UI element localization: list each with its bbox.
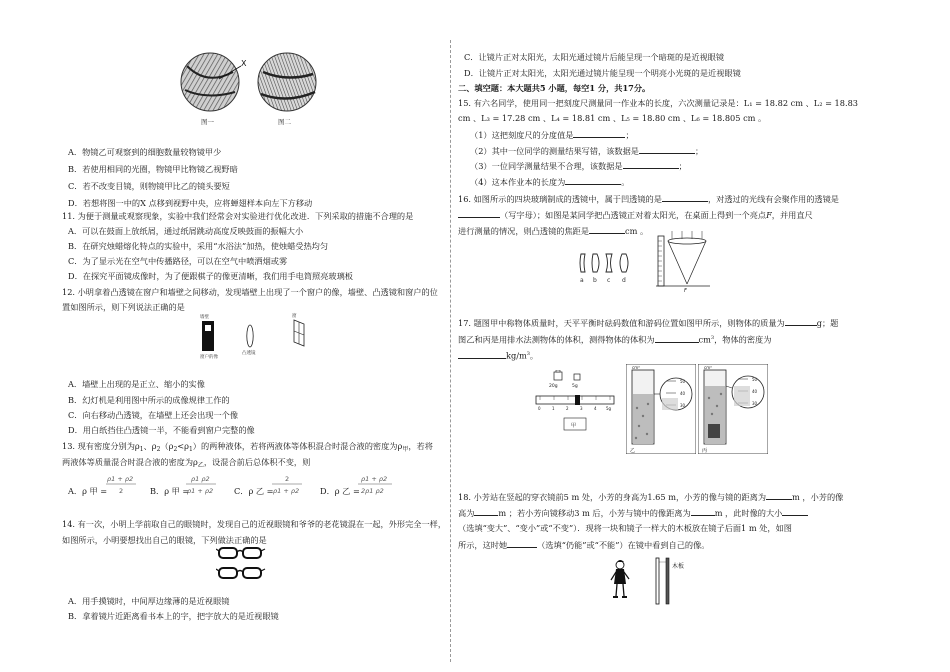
lens-c-label: c	[607, 277, 611, 284]
q15-part2: （2）其中一位同学的测量结果写错，该数据是 ；	[470, 146, 704, 156]
glasses-figure	[216, 544, 266, 584]
view-circle-1	[181, 53, 239, 111]
view-circle-2	[258, 53, 316, 111]
svg-text:4: 4	[594, 406, 597, 411]
lens-a-label: a	[580, 277, 584, 284]
cyl-yi-unit: cm³	[632, 365, 640, 370]
svg-text:1: 1	[552, 406, 555, 411]
q18-stem-line1: 18. 小芳站在竖起的穿衣镜前5 m 处，小芳的身高为1.65 m，小芳的像与镜的距离为 m ，小芳的像	[458, 492, 844, 502]
mirror-board-figure	[608, 556, 698, 608]
q18-blank-2[interactable]	[474, 506, 498, 516]
balance-weights-figure	[534, 370, 618, 432]
svg-text:ρ1 + ρ2: ρ1 + ρ2	[361, 475, 388, 483]
svg-text:2: 2	[566, 406, 569, 411]
q12-option-b: B．幻灯机是利用图中所示的成像规律工作的	[68, 395, 230, 405]
cylinder-yi-figure	[626, 364, 696, 454]
girl-body	[614, 569, 626, 584]
q11-stem: 11. 为便于测量或观察现象，实验中我们经常会对实验进行优化改进．下列采取的措施不合理的是	[62, 211, 414, 221]
focal-length-figure	[654, 230, 712, 292]
svg-text:5g: 5g	[606, 406, 612, 411]
q18-stem-line2: 高为 m ；若小芳向镜移动3 m 后，小芳与镜中的像距离为 m ，此时像的大小	[458, 506, 808, 520]
fig-bing-label: 丙	[702, 448, 708, 454]
q14-option-d: D．让镜片正对太阳光，太阳光通过镜片能呈现一个明亮小光斑的是近视眼镜	[464, 68, 741, 78]
q11-option-a: A．可以在鼓面上放纸屑，通过纸屑跳动高度反映鼓面的振幅大小	[68, 226, 304, 236]
q15-blank-2[interactable]	[639, 144, 695, 154]
q15-stem-line2: cm 、L₃ = 17.28 cm 、L₄ = 18.81 cm 、L₅ = 18.80 cm 、L₆ = 18.805 cm 。	[458, 113, 767, 123]
board-label: 木板	[672, 563, 685, 570]
q18-stem-line4: 所示，这时她 （选填“仍能”或“不能”）在镜中看到自己的像。	[458, 540, 710, 550]
q15-part4: （4）这本作业本的长度为 。	[470, 177, 630, 187]
svg-text:ρ1 + ρ2: ρ1 + ρ2	[187, 487, 214, 495]
q14-stem-line1: 14. 有一次，小明上学前取自己的眼镜时，发现自己的近视眼镜和爷爷的老花镜混在一起，外形完全一样，	[62, 519, 447, 529]
q16-stem-line1: 16. 如图所示的四块玻璃制成的透镜中，属于凹透镜的是 ，对透过的光线有会聚作用的透镜是	[458, 194, 839, 204]
q15-blank-3[interactable]	[623, 159, 679, 169]
weight-5g: 5g	[572, 384, 578, 389]
svg-text:2: 2	[119, 487, 124, 495]
q13-stem-line2: 两液体等质量混合时混合液的密度为$\rho_乙$，设混合前后总体积不变，则	[62, 457, 311, 469]
svg-text:50: 50	[680, 379, 686, 384]
q16-stem-line3: 进行测量的情况，则凸透镜的焦距是 cm 。	[458, 226, 649, 236]
q17-blank-2[interactable]	[655, 333, 699, 343]
q15-part3: （3）一位同学测量结果不合理，该数据是 ；	[470, 161, 687, 171]
q17-stem-line3: $kg/m^3$。	[458, 348, 538, 363]
q12-stem-line1: 12. 小明拿着凸透镜在窗户和墙壁之间移动，发现墙壁上出现了一个窗户的像，墙壁、凸透镜和窗户的位	[62, 287, 438, 297]
svg-text:50: 50	[752, 377, 758, 382]
focus-f-label: F	[684, 288, 687, 292]
four-lenses-figure	[578, 250, 638, 286]
q12-option-d: D．用白纸挡住凸透镜一半，不能看到窗户完整的像	[68, 425, 255, 435]
q18-blank-5[interactable]	[507, 538, 537, 548]
fig-label-2: 图二	[278, 118, 291, 126]
q11-option-d: D．在探究平面镜成像时，为了便跟棋子的像更清晰，我们用手电筒照亮玻璃板	[68, 271, 353, 281]
svg-text:ρ1 + ρ2: ρ1 + ρ2	[107, 475, 134, 483]
q10-option-b: B．若使用相同的光圈，物镜甲比物镜乙视野暗	[68, 164, 238, 174]
q17-blank-1[interactable]	[785, 316, 817, 326]
fig-yi-label: 乙	[630, 448, 636, 454]
fig-jia-label: 甲	[571, 423, 577, 429]
q13-fraction-d	[356, 473, 394, 497]
svg-text:40: 40	[680, 391, 686, 396]
q15-blank-1[interactable]	[573, 128, 625, 138]
wall-label: 墙壁	[200, 315, 209, 320]
mirror-shape	[656, 558, 659, 604]
q15-part1: （1）这把刻度尺的分度值是 ；	[470, 130, 634, 140]
board-shape	[666, 558, 669, 604]
svg-text:ρ1 + ρ2: ρ1 + ρ2	[273, 487, 300, 495]
svg-text:ρ1 ρ2: ρ1 ρ2	[191, 475, 210, 483]
q11-option-b: B．在研究烛蜡熔化特点的实验中，采用“水浴法”加热，使烛蜡受热均匀	[68, 241, 329, 251]
lens-wall-window-figure	[200, 312, 320, 360]
q12-option-c: C．向右移动凸透镜，在墙壁上还会出现一个像	[68, 410, 239, 420]
q12-option-a: A．墙壁上出现的是正立、缩小的实像	[68, 379, 205, 389]
q13-option-a: A．ρ 甲 =	[68, 486, 108, 496]
q16-blank-3[interactable]	[589, 224, 625, 234]
q18-blank-1[interactable]	[766, 490, 792, 500]
weight-20g: 20g	[549, 384, 558, 389]
q13-fraction-a	[104, 473, 138, 497]
girl-head	[616, 561, 624, 569]
section-fill-in-heading: 二、填空题：本大题共5 小题，每空1 分，共17分。	[458, 83, 651, 93]
q14-option-a: A．用手摸镜时，中间厚边缘薄的是近视眼镜	[68, 596, 230, 606]
q13-option-c: C．ρ 乙 =	[234, 486, 274, 496]
q17-stem-line1: 17. 题图甲中称物体质量时，天平平衡时砝码数值和游码位置如图甲所示，则物体的质量为 g；题	[458, 318, 839, 328]
q14-stem-line2: 如图所示，小明要想找出自己的眼镜，下列做法正确的是	[62, 535, 267, 545]
q10-option-a: A．物镜乙可观察到的细胞数量较物镜甲少	[68, 147, 222, 157]
q14-option-b: B．拿着镜片近距离看书本上的字，把字放大的是近视眼镜	[68, 611, 279, 621]
microscope-views-figure	[177, 52, 357, 128]
q15-stem-line1: 15. 有六名同学，使用同一把刻度尺测量同一作业本的长度，六次测量记录是：L₁ = 18.82 cm 、L₂ = 18.83	[458, 98, 859, 108]
q10-option-d: D．若想将图一中的X 点移到视野中央，应将蝉翅样本向左下方移动	[68, 198, 313, 208]
q18-blank-4[interactable]	[782, 506, 808, 516]
q14-option-c: C．让镜片正对太阳光，太阳光通过镜片后能呈现一个暗斑的是近视眼镜	[464, 52, 725, 62]
lens-label: 凸透镜	[242, 351, 256, 356]
svg-text:3: 3	[580, 406, 583, 411]
marker-x: X	[241, 59, 247, 68]
lens-d-label: d	[622, 277, 626, 284]
svg-text:40: 40	[752, 389, 758, 394]
lens-shape	[668, 238, 706, 244]
svg-text:0: 0	[538, 406, 541, 411]
svg-text:30: 30	[752, 401, 758, 406]
column-divider	[450, 40, 451, 662]
q18-blank-3[interactable]	[691, 506, 715, 516]
q17-stem-line2: 图乙和丙是用排水法测物体的体积，测得物体的体积为 $cm^3$，物体的密度为	[458, 334, 772, 345]
window-image-label: 窗户的像	[200, 355, 218, 360]
q12-stem-line2: 置如图所示，则下列说法正确的是	[62, 302, 185, 312]
svg-text:2: 2	[285, 475, 290, 483]
q16-blank-1[interactable]	[662, 192, 708, 202]
q13-stem-line1: 13. 现有密度分别为$\rho_1$、$\rho_2(\rho_2<\rho_1)$的两种液体，若将两液体等体积混合时混合液的密度为$\rho_甲$，若将	[62, 441, 433, 453]
q15-blank-4[interactable]	[565, 175, 621, 185]
lens-b-label: b	[593, 277, 597, 284]
window-label: 窗	[292, 314, 297, 319]
q13-fraction-b	[184, 473, 218, 497]
q16-blank-2[interactable]	[458, 208, 500, 218]
q17-blank-3[interactable]	[458, 349, 506, 359]
fig-label-1: 图一	[201, 118, 214, 126]
object-in-cylinder	[708, 424, 720, 438]
q18-stem-line3: （选填“变大”、“变小”或“不变”）．现将一块和镜子一样大的木板放在镜子后面1 m 处，如图	[458, 523, 792, 533]
cylinder-bing-figure	[698, 364, 768, 454]
q10-option-c: C．若不改变目镜，则物镜甲比乙的镜头要短	[68, 181, 230, 191]
convex-lens-shape	[247, 325, 253, 347]
q13-fraction-c	[270, 473, 304, 497]
rider	[575, 395, 580, 405]
q13-option-d: D．ρ 乙 =	[320, 486, 360, 496]
q16-stem-line2: （写字母）；如图是某同学把凸透镜正对着太阳光，在桌面上得到一个亮点F，并用直尺	[458, 208, 813, 222]
svg-text:2ρ1 ρ2: 2ρ1 ρ2	[361, 487, 384, 495]
cyl-bing-unit: cm³	[704, 365, 712, 370]
q13-option-b: B．ρ 甲 =	[150, 486, 190, 496]
q11-option-c: C．为了显示光在空气中传播路径，可以在空气中喷洒烟或雾	[68, 256, 288, 266]
svg-text:30: 30	[680, 403, 686, 408]
